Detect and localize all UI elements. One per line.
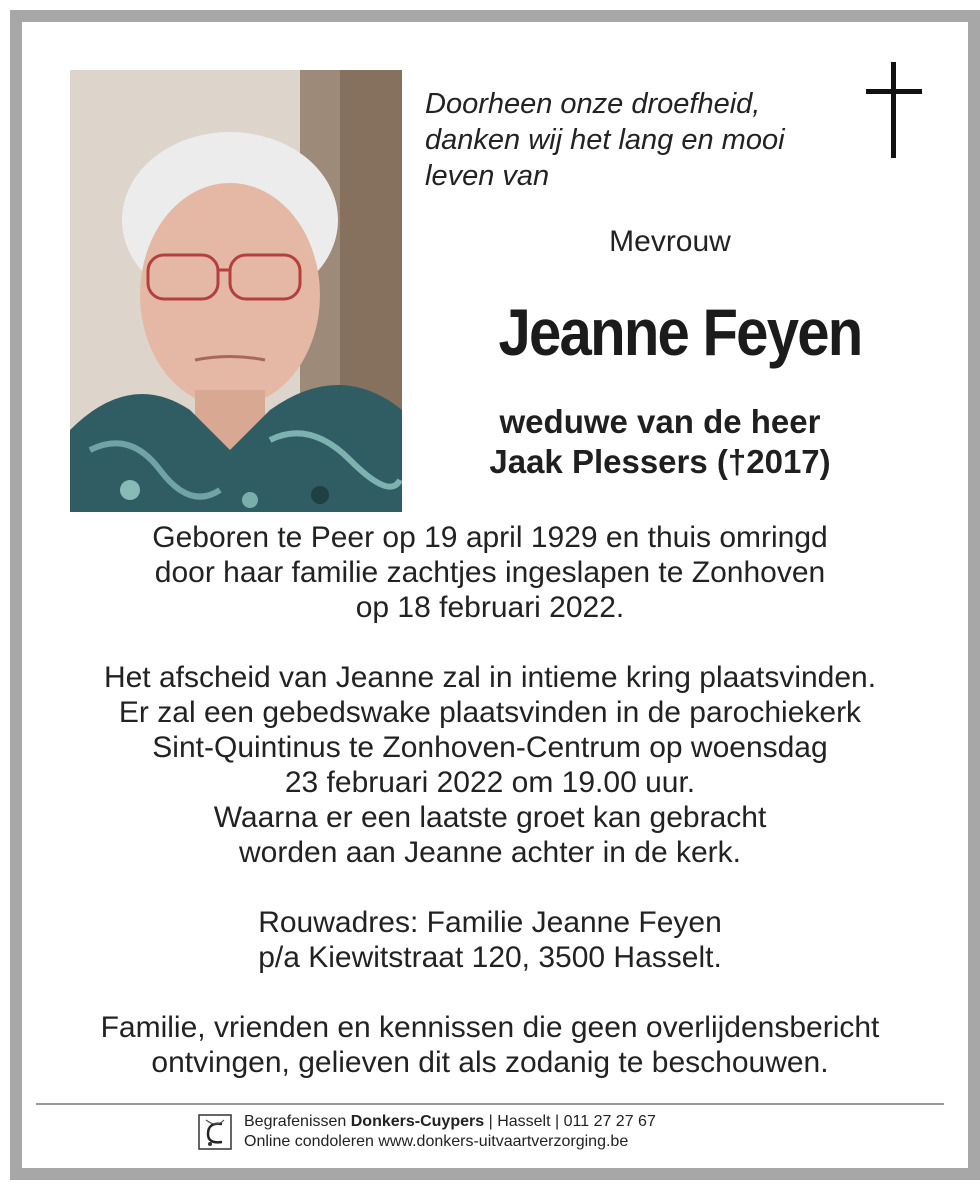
birth-line: op 18 februari 2022. (355, 591, 625, 624)
notice-line: ontvingen, gelieven dit als zodanig te beschouwen. (151, 1046, 829, 1079)
farewell-line: Het afscheid van Jeanne zal in intieme kring plaatsvinden. (103, 661, 877, 694)
address-line: Rouwadres: Familie Jeanne Feyen (258, 906, 722, 939)
widow-line: Jaak Plessers (†2017) (489, 443, 831, 480)
salutation: Mevrouw (609, 225, 731, 258)
farewell-line: Er zal een gebedswake plaatsvinden in de parochiekerk (118, 696, 862, 729)
footer-divider (36, 1103, 944, 1105)
birth-line: Geboren te Peer op 19 april 1929 en thuis omringd (152, 521, 828, 554)
company-city: Hasselt (497, 1113, 551, 1130)
website-link[interactable]: www.donkers-uitvaartverzorging.be (378, 1133, 629, 1150)
widow-line: weduwe van de heer (499, 403, 821, 440)
birth-line: door haar familie zachtjes ingeslapen te Zonhoven (154, 556, 826, 589)
company-name: Donkers-Cuypers (350, 1113, 485, 1130)
intro-line: leven van (425, 160, 550, 192)
farewell-line: Waarna er een laatste groet kan gebracht (213, 801, 767, 834)
funeral-home-logo-icon (198, 1114, 232, 1150)
obituary-body (40, 520, 940, 1080)
deceased-name: Jeanne Feyen (498, 295, 862, 369)
footer (198, 1110, 656, 1154)
intro-text (425, 86, 845, 194)
farewell-line: 23 februari 2022 om 19.00 uur. (284, 766, 696, 799)
address-line: p/a Kiewitstraat 120, 3500 Hasselt. (258, 941, 722, 974)
farewell-line: Sint-Quintinus te Zonhoven-Centrum op woensdag (152, 731, 828, 764)
company-phone[interactable]: 011 27 27 67 (563, 1113, 656, 1130)
cross-icon (864, 60, 924, 165)
footer-separator: | (555, 1113, 560, 1130)
intro-line: danken wij het lang en mooi (425, 124, 785, 156)
portrait-photo (70, 70, 402, 512)
footer-separator: | (488, 1113, 493, 1130)
condolence-label: Online condoleren (244, 1133, 374, 1150)
farewell-line: worden aan Jeanne achter in de kerk. (239, 836, 741, 869)
widow-of (440, 402, 880, 482)
intro-line: Doorheen onze droefheid, (425, 88, 761, 120)
notice-line: Familie, vrienden en kennissen die geen overlijdensbericht (100, 1011, 880, 1044)
footer-prefix: Begrafenissen (244, 1113, 347, 1130)
